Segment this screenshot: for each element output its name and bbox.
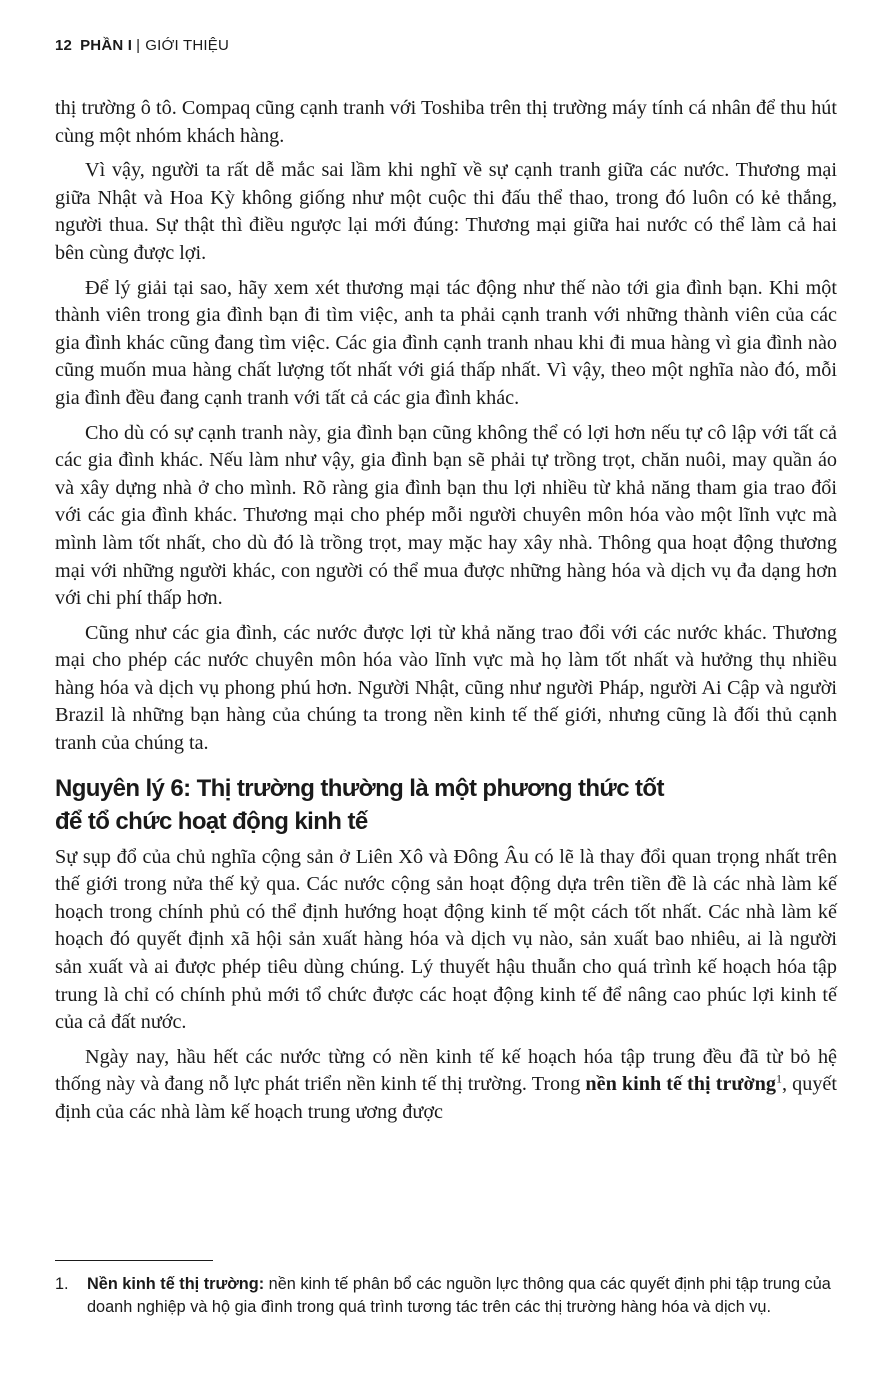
footnote-ref: 1: [776, 1071, 783, 1086]
paragraph-text-end: , quyết định của các nhà làm kế hoạch trung ương được: [55, 1073, 837, 1123]
paragraph-text-start: Ngày nay, hầu hết các nước từng có nền kinh tế kế hoạch hóa tập trung đều đã từ bỏ hệ thống này và đang nỗ lực phát triển nền kinh tế thị trường. Trong: [55, 1045, 837, 1096]
footnote-number: 1.: [55, 1275, 69, 1293]
section-heading-line-2: để tổ chức hoạt động kinh tế: [55, 807, 368, 835]
paragraph: Để lý giải tại sao, hãy xem xét thương mại tác động như thế nào tới gia đình bạn. Khi một thành viên trong gia đình bạn đi tìm việc, anh ta phải cạnh tranh với những thành viên của các gia đình khác cũng đang tìm việc. Các gia đình cạnh tranh nhau khi đi mua hàng vì gia đình nào cũng muốn mua hàng chất lượng tốt nhất với giá thấp nhất. Vì vậy, theo một nghĩa nào đó, mỗi gia đình đều đang cạnh tranh với tất cả các gia đình khác.: [55, 276, 837, 409]
paragraph: Vì vậy, người ta rất dễ mắc sai lầm khi nghĩ về sự cạnh tranh giữa các nước. Thương mại giữa Nhật và Hoa Kỳ không giống như một cuộc thi đấu thể thao, trong đó luôn có kẻ thắng, người thua. Sự thật thì điều ngược lại mới đúng: Thương mại giữa hai nước có thể làm cả hai bên cùng được lợi.: [55, 159, 837, 264]
paragraph-continued: thị trường ô tô. Compaq cũng cạnh tranh với Toshiba trên thị trường máy tính cá nhân để thu hút cùng một nhóm khách hàng.: [55, 97, 837, 147]
footnote-text: [87, 1273, 847, 1319]
footnote: [55, 1273, 847, 1319]
paragraph: Cho dù có sự cạnh tranh này, gia đình bạn cũng không thể có lợi hơn nếu tự cô lập với tất cả các gia đình khác. Nếu làm như vậy, gia đình bạn sẽ phải tự trồng trọt, chăn nuôi, may quần áo và xây dựng nhà ở cho mình. Rõ ràng gia đình bạn thu lợi nhiều từ khả năng tham gia trao đổi với các gia đình khác. Thương mại cho phép mỗi người chuyên môn hóa vào một lĩnh vực mà mình làm tốt nhất, cho dù đó là trồng trọt, may mặc hay xây nhà. Thông qua hoạt động thương mại với những người khác, con người có thể mua được những hàng hóa và dịch vụ đa dạng hơn với chi phí thấp hơn.: [55, 421, 837, 610]
paragraph: Cũng như các gia đình, các nước được lợi từ khả năng trao đổi với các nước khác. Thương mại cho phép các nước chuyên môn hóa vào lĩnh vực mà họ làm tốt nhất và hưởng thụ nhiều hàng hóa và dịch vụ phong phú hơn. Người Nhật, cũng như người Pháp, người Ai Cập và người Brazil là những bạn hàng của chúng ta trong nền kinh tế thế giới, nhưng cũng là đối thủ cạnh tranh của chúng ta.: [55, 621, 837, 755]
body-text: [55, 95, 837, 1134]
paragraph-last: [55, 1044, 837, 1127]
footnote-rule: [55, 1260, 213, 1261]
paragraph: Sự sụp đổ của chủ nghĩa cộng sản ở Liên Xô và Đông Âu có lẽ là thay đổi quan trọng nhất trên thế giới trong nửa thế kỷ qua. Các nước cộng sản hoạt động dựa trên tiền đề là các nhà làm kế hoạch trong chính phủ có thể định hướng hoạt động kinh tế một cách tốt nhất. Các nhà làm kế hoạch đó quyết định xã hội sản xuất hàng hóa và dịch vụ nào, sản xuất bao nhiêu, ai là người sản xuất và ai được phép tiêu dùng chúng. Lý thuyết hậu thuẫn cho quá trình kế hoạch hóa tập trung là chỉ có chính phủ mới tổ chức được các hoạt động kinh tế để nâng cao phúc lợi kinh tế của cả đất nước.: [55, 845, 837, 1034]
chapter-label: GIỚI THIỆU: [145, 37, 230, 54]
section-heading: [55, 772, 837, 838]
header-separator: |: [136, 37, 141, 54]
footnote-term: Nền kinh tế thị trường:: [87, 1275, 265, 1293]
section-heading-line-1: Nguyên lý 6: Thị trường thường là một phương thức tốt: [55, 774, 664, 802]
page-number: 12: [55, 37, 73, 54]
footnote-definition: nền kinh tế phân bổ các nguồn lực thông qua các quyết định phi tập trung của doanh nghiệp và hộ gia đình trong quá trình tương tác trên các thị trường hàng hóa và dịch vụ.: [87, 1275, 831, 1316]
part-label: PHẦN I: [80, 37, 133, 54]
running-header: [55, 37, 229, 54]
key-term: nền kinh tế thị trường: [585, 1073, 777, 1096]
